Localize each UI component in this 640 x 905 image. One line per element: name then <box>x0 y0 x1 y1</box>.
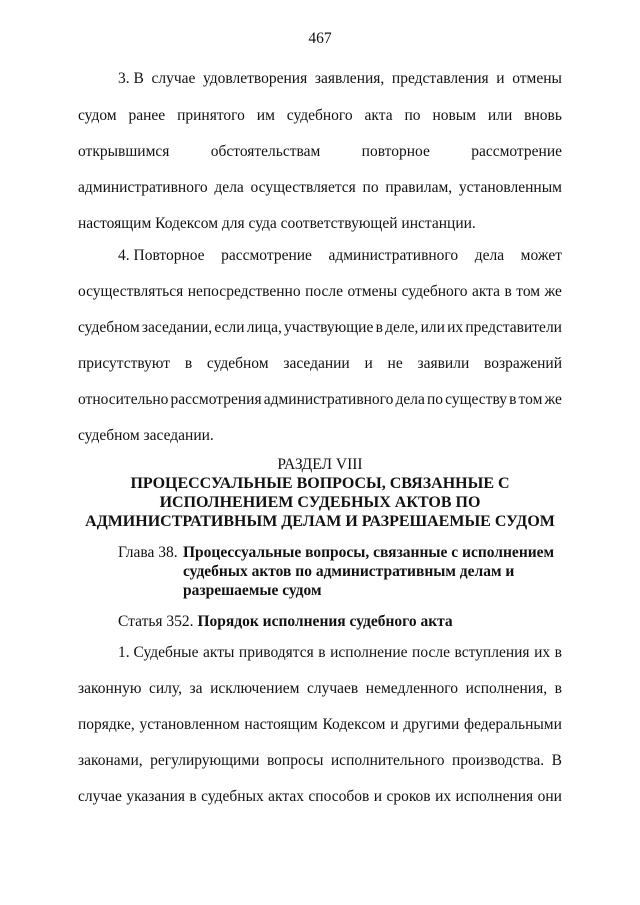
word: возражений <box>484 355 562 372</box>
a1-line-2 <box>78 679 562 699</box>
word: в <box>375 319 383 336</box>
word: заявления, <box>314 70 385 87</box>
word: по <box>362 179 379 196</box>
chapter-label: Глава 38. <box>118 544 178 561</box>
word: дела <box>474 247 505 264</box>
section-title-line-3: АДМИНИСТРАТИВНЫМ ДЕЛАМ И РАЗРЕШАЕМЫЕ СУДОМ <box>85 513 555 530</box>
word: акта <box>471 283 501 300</box>
p4-line-1 <box>118 246 562 266</box>
word: судебных <box>201 788 264 805</box>
word: сроков <box>386 788 431 805</box>
word: в <box>504 283 512 300</box>
a1-line-5 <box>78 787 562 807</box>
word: в <box>554 680 562 697</box>
word: отмены <box>347 283 398 300</box>
word: в <box>184 355 193 372</box>
word: заявили <box>417 355 470 372</box>
word: установленным <box>458 179 562 196</box>
p3-line-4 <box>78 178 562 198</box>
word: порядке, <box>78 716 135 733</box>
word: или <box>420 319 445 336</box>
p4-line-2 <box>78 282 562 302</box>
word: том <box>516 283 541 300</box>
word: судебном <box>78 319 140 336</box>
word: по <box>427 391 444 408</box>
word: отмены <box>512 70 562 87</box>
p3-line-1 <box>118 69 562 89</box>
word: их <box>435 788 452 805</box>
word: лица, <box>246 319 282 336</box>
word: непосредственно <box>187 283 301 300</box>
word: и <box>390 716 399 733</box>
word: административного <box>263 391 394 408</box>
word: случаев <box>307 680 359 697</box>
p4-line-6: судебном заседании. <box>78 427 214 444</box>
word: исполнение <box>330 644 408 661</box>
word: приводятся <box>238 644 314 661</box>
word: не <box>387 355 403 372</box>
word: исполнения <box>455 788 534 805</box>
p3-line-2 <box>78 106 562 126</box>
word: открывшимся <box>78 143 170 160</box>
word: деле, <box>385 319 419 336</box>
word: установленном <box>139 716 240 733</box>
word: силу, <box>148 680 182 697</box>
section-title-line-2: ИСПОЛНЕНИЕМ СУДЕБНЫХ АКТОВ ПО <box>159 494 481 511</box>
word: осуществляться <box>78 283 184 300</box>
a1-line-3 <box>78 715 562 735</box>
a1-line-4 <box>78 751 562 771</box>
chapter-title-line-3: разрешаемые судом <box>183 582 322 599</box>
word: в <box>189 788 197 805</box>
page-number: 467 <box>308 30 332 47</box>
word: вновь <box>524 107 562 124</box>
section-title-line-1: ПРОЦЕССУАЛЬНЫЕ ВОПРОСЫ, СВЯЗАННЫЕ С <box>130 475 510 492</box>
p4-line-3 <box>78 318 562 338</box>
word: федеральными <box>464 716 562 733</box>
word: или <box>487 107 513 124</box>
p4-line-4 <box>78 354 562 374</box>
word: удовлетворения <box>202 70 308 87</box>
word: после <box>412 644 450 661</box>
word: административного <box>78 179 208 196</box>
word: акты <box>202 644 235 661</box>
word: присутствуют <box>78 355 171 372</box>
word: судебном <box>206 355 269 372</box>
article-label: Статья 352. <box>118 613 194 630</box>
word: рассмотрение <box>471 143 562 160</box>
word: актах <box>268 788 304 805</box>
word: рассмотрения <box>170 391 262 408</box>
section-label: РАЗДЕЛ VIII <box>277 456 363 473</box>
word: вопросы <box>266 752 324 769</box>
word: они <box>537 788 562 805</box>
a1-line-1 <box>118 643 562 663</box>
article-title: Порядок исполнения судебного акта <box>197 613 453 630</box>
word: если <box>214 319 245 336</box>
word: исключением <box>210 680 300 697</box>
word: настоящим <box>244 716 318 733</box>
word: Кодексом <box>322 716 386 733</box>
word: В <box>551 752 562 769</box>
word: другими <box>403 716 460 733</box>
word: дела <box>395 391 425 408</box>
word: ранее <box>128 107 166 124</box>
word: указания <box>126 788 185 805</box>
word: осуществляется <box>250 179 356 196</box>
word: административного <box>328 247 459 264</box>
word: представители <box>465 319 562 336</box>
word: по <box>404 107 421 124</box>
word: заседании <box>283 355 350 372</box>
word: заседании, <box>141 319 213 336</box>
word: исполнительного <box>330 752 445 769</box>
word: вступления <box>454 644 530 661</box>
word: законами, <box>78 752 143 769</box>
word: регулирующими <box>150 752 260 769</box>
word: им <box>256 107 275 124</box>
word: в <box>554 644 562 661</box>
word: 4. Повторное <box>118 247 205 264</box>
word: же <box>544 283 562 300</box>
word: рассмотрение <box>221 247 312 264</box>
word: исполнения, <box>465 680 548 697</box>
word: участвующие <box>284 319 374 336</box>
word: после <box>305 283 343 300</box>
chapter-title-line-1: Процессуальные вопросы, связанные с исполнением <box>183 544 555 561</box>
article-heading <box>118 612 562 632</box>
word: же <box>544 391 562 408</box>
word: за <box>189 680 203 697</box>
word: новым <box>432 107 477 124</box>
chapter-title-line-2: судебных актов по административным делам и <box>183 563 515 580</box>
word: производства. <box>451 752 545 769</box>
word: их <box>534 644 551 661</box>
word: и <box>496 70 505 87</box>
word: правилам, <box>385 179 453 196</box>
p3-line-5: настоящим Кодексом для суда соответствующей инстанции. <box>78 215 476 232</box>
word: акта <box>364 107 393 124</box>
word: случае <box>151 70 196 87</box>
word: немедленного <box>365 680 459 697</box>
word: представления <box>391 70 489 87</box>
p3-line-3 <box>78 142 562 162</box>
word: том <box>518 391 543 408</box>
word: в <box>318 644 326 661</box>
word: и <box>364 355 373 372</box>
word: принятого <box>177 107 245 124</box>
word: и <box>373 788 383 805</box>
word: дела <box>214 179 244 196</box>
word: их <box>447 319 464 336</box>
word: 1. Судебные <box>118 644 199 661</box>
word: повторное <box>361 143 430 160</box>
word: способов <box>308 788 370 805</box>
word: судом <box>78 107 117 124</box>
word: существу <box>445 391 507 408</box>
word: судебного <box>401 283 468 300</box>
word: в <box>509 391 517 408</box>
word: законную <box>78 680 142 697</box>
word: случае <box>78 788 122 805</box>
word: относительно <box>78 391 169 408</box>
word: может <box>520 247 562 264</box>
word: судебного <box>286 107 353 124</box>
p4-line-5 <box>78 390 562 410</box>
word: обстоятельствам <box>210 143 321 160</box>
word: 3. В <box>118 70 144 87</box>
